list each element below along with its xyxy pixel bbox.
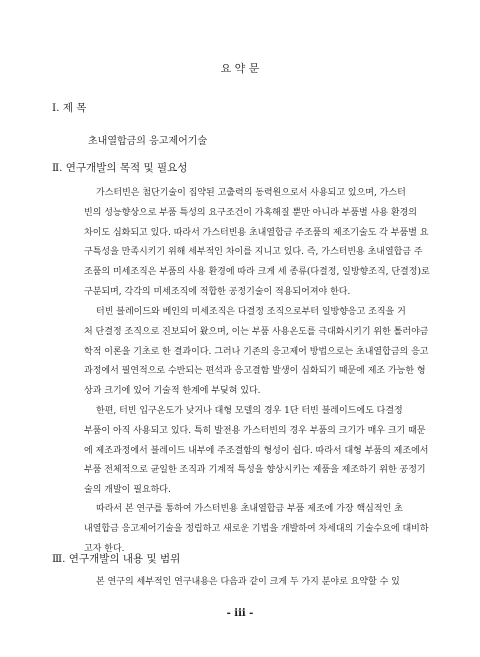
section-heading-2: Ⅱ. 연구개발의 목적 및 필요성 (52, 162, 188, 174)
paragraph-line: 부품이 아직 사용되고 있다. 특히 발전용 가스터빈의 경우 부품의 크기가 매우 크기 때문 (84, 425, 426, 436)
paragraph-line: 부품 전체적으로 균일한 조직과 기계적 특성을 향상시키는 제품을 제조하기 위한 공정기 (84, 465, 426, 476)
paragraph-3 (84, 402, 439, 501)
paragraph-line: 술의 개발이 필요하다. (84, 485, 171, 496)
paragraph-5 (84, 573, 439, 593)
paragraph-line: 본 연구의 세부적인 연구내용은 다음과 같이 크게 두 가지 분야로 요약할 수 있 (96, 577, 400, 587)
paragraph-line: 상과 크기에 있어 기술적 한계에 부딪혀 있다. (84, 386, 261, 397)
paragraph-line: 구특성을 만족시키기 위해 세부적인 차이를 지니고 있다. 즉, 가스터빈용 초내열합금 주 (84, 247, 423, 258)
paragraph-line: 학적 이론을 기초로 한 결과이다. 그러나 기존의 응고제어 방법으로는 초내열합금의 응고 (84, 346, 429, 357)
paragraph-line: 가스터빈은 첨단기술이 집약된 고출력의 동력원으로서 사용되고 있으며, 가스터 (96, 188, 406, 198)
paragraph-line: 고자 한다. (84, 543, 125, 554)
section-heading-1: Ⅰ. 제 목 (52, 102, 87, 114)
paragraph-line: 조품의 미세조직은 부품의 사용 환경에 따라 크게 세 종류(다결정, 일방향조직, 단결정)로 (84, 267, 430, 278)
page-number: - iii - (226, 608, 254, 619)
project-title: 초내열합금의 응고제어기술 (88, 136, 208, 147)
paragraph-line: 과정에서 필연적으로 수반되는 편석과 응고결함 발생이 심화되기 때문에 제조 가능한 형 (84, 366, 426, 377)
paragraph-line: 에 제조과정에서 블레이드 내부에 주조결함의 형성이 쉽다. 따라서 대형 부품의 제조에서 (84, 445, 429, 456)
paragraph-line: 따라서 본 연구를 통하여 가스터빈용 초내열합금 부품 제조에 가장 핵심적인 초 (96, 504, 403, 514)
section-heading-3: Ⅲ. 연구개발의 내용 및 범위 (52, 553, 181, 565)
paragraph-line: 처 단결정 조직으로 진보되어 왔으며, 이는 부품 사용온도를 극대화시키기 위한 톨러야금 (84, 326, 429, 337)
paragraph-line: 한편, 터빈 입구온도가 낮거나 대형 모델의 경우 1단 터빈 블레이드에도 다결정 (96, 406, 403, 416)
paragraph-line: 구분되며, 각각의 미세조직에 적합한 공정기술이 적용되어져야 한다. (84, 286, 351, 297)
paragraph-line: 터빈 블레이드와 베인의 미세조직은 다결정 조직으로부터 일방향응고 조직을 거 (96, 307, 406, 317)
paragraph-line: 차이도 심화되고 있다. 따라서 가스터빈용 초내열합금 주조품의 제조기술도 각 부품별 요 (84, 227, 429, 238)
paragraph-line: 내열합금 응고제어기술을 정립하고 새로운 기법을 개발하여 차세대의 기술수요에 대비하 (84, 523, 429, 534)
paragraph-1 (84, 184, 439, 303)
page-title: 요 약 문 (220, 62, 260, 75)
paragraph-line: 빈의 성능향상으로 부품 특성의 요구조건이 가혹해질 뿐만 아니라 부품별 사용 환경의 (84, 207, 417, 218)
paragraph-2 (84, 303, 439, 402)
